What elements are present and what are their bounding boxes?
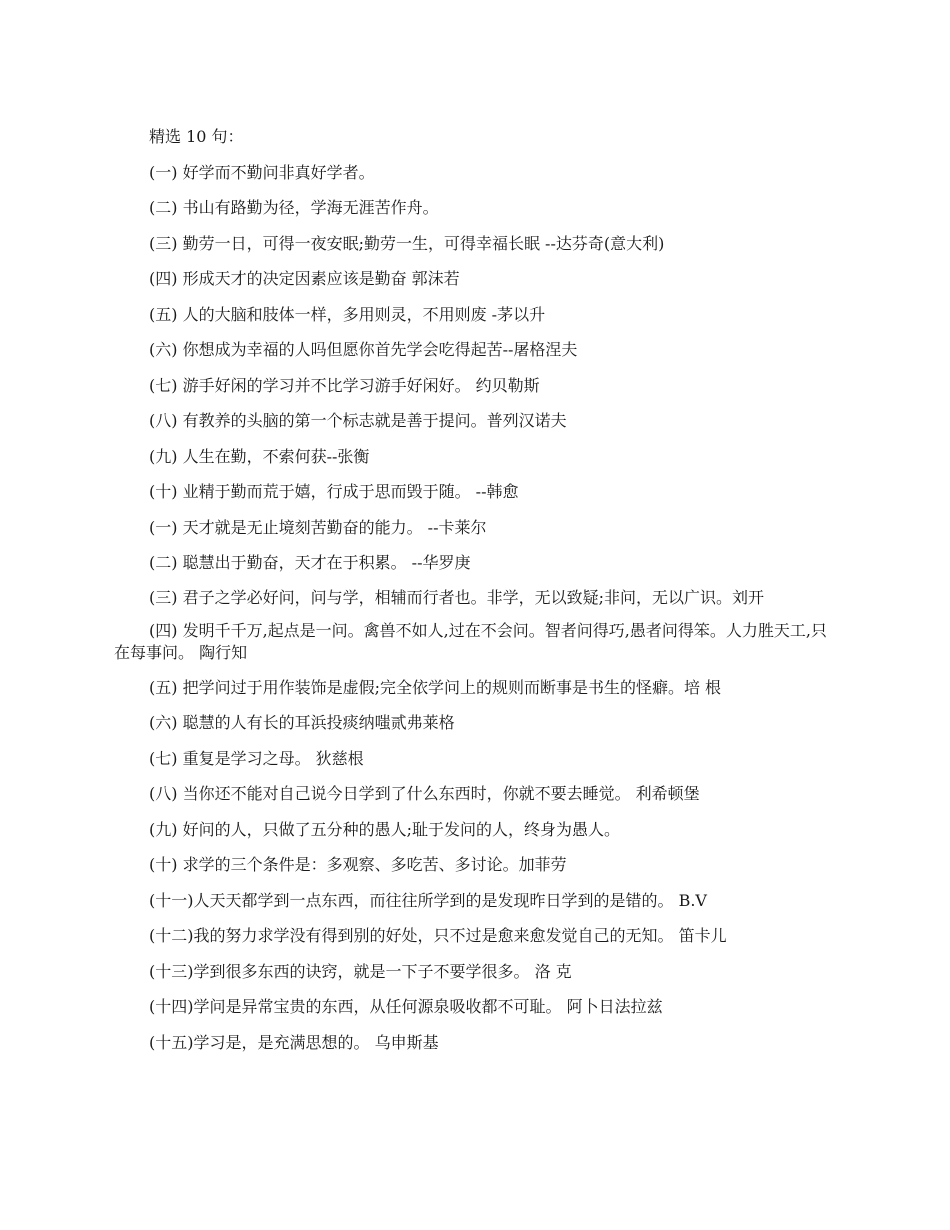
quote-item: (七) 重复是学习之母。 狄慈根 [149, 748, 364, 768]
quote-list [114, 161, 836, 1055]
quote-item: (二) 书山有路勤为径，学海无涯苦作舟。 [149, 198, 439, 217]
quote-item: (六) 聪慧的人有长的耳浜投痰纳嗤贰弗莱格 [149, 713, 455, 732]
quote-item: (一) 好学而不勤问非真好学者。 [149, 162, 375, 182]
quote-item: (十) 业精于勤而荒于嬉，行成于思而毁于随。 --韩愈 [149, 482, 519, 501]
quote-item: (二) 聪慧出于勤奋，天才在于积累。 --华罗庚 [149, 553, 471, 572]
quote-item: (七) 游手好闲的学习并不比学习游手好闲好。 约贝勒斯 [149, 375, 540, 395]
quote-item: (四) 发明千千万,起点是一问。禽兽不如人,过在不会问。智者问得巧,愚者问得笨。人力胜天工,只在每事问。 陶行知 [114, 621, 827, 662]
quote-item: (五) 把学问过于用作装饰是虚假;完全依学问上的规则而断事是书生的怪癖。培 根 [149, 677, 722, 697]
quote-item: (九) 人生在勤，不索何获--张衡 [149, 446, 370, 466]
quote-item: (十三)学到很多东西的诀窍，就是一下子不要学很多。 洛 克 [149, 961, 572, 981]
quote-item: (十一)人天天都学到一点东西，而往往所学到的是发现昨日学到的是错的。 B.V [149, 890, 707, 910]
quote-item: (六) 你想成为幸福的人吗但愿你首先学会吃得起苦--屠格涅夫 [149, 340, 578, 359]
quote-item: (三) 勤劳一日，可得一夜安眠;勤劳一生，可得幸福长眠 --达芬奇(意大利) [149, 233, 665, 253]
quote-item: (九) 好问的人，只做了五分种的愚人;耻于发问的人，终身为愚人。 [149, 819, 620, 839]
document-body [114, 125, 836, 1066]
quote-item: (四) 形成天才的决定因素应该是勤奋 郭沫若 [149, 269, 460, 288]
quote-item: (八) 当你还不能对自己说今日学到了什么东西时，你就不要去睡觉。 利希顿堡 [149, 784, 700, 803]
quote-item: (十四)学问是异常宝贵的东西，从任何源泉吸收都不可耻。 阿卜日法拉兹 [149, 997, 663, 1016]
quote-item: (十二)我的努力求学没有得到别的好处，只不过是愈来愈发觉自己的无知。 笛卡儿 [149, 926, 727, 945]
section-heading: 精选 10 句： [149, 127, 244, 146]
quote-item: (十) 求学的三个条件是：多观察、多吃苦、多讨论。加菲劳 [149, 855, 567, 874]
quote-item: (五) 人的大脑和肢体一样，多用则灵，不用则废 -茅以升 [149, 304, 546, 324]
quote-item: (一) 天才就是无止境刻苦勤奋的能力。 --卡莱尔 [149, 517, 487, 537]
quote-item: (三) 君子之学必好问，问与学，相辅而行者也。非学，无以致疑;非问，无以广识。刘开 [149, 587, 764, 607]
quote-item: (八) 有教养的头脑的第一个标志就是善于提问。普列汉诺夫 [149, 411, 567, 430]
quote-item: (十五)学习是，是充满思想的。 乌申斯基 [149, 1032, 439, 1052]
